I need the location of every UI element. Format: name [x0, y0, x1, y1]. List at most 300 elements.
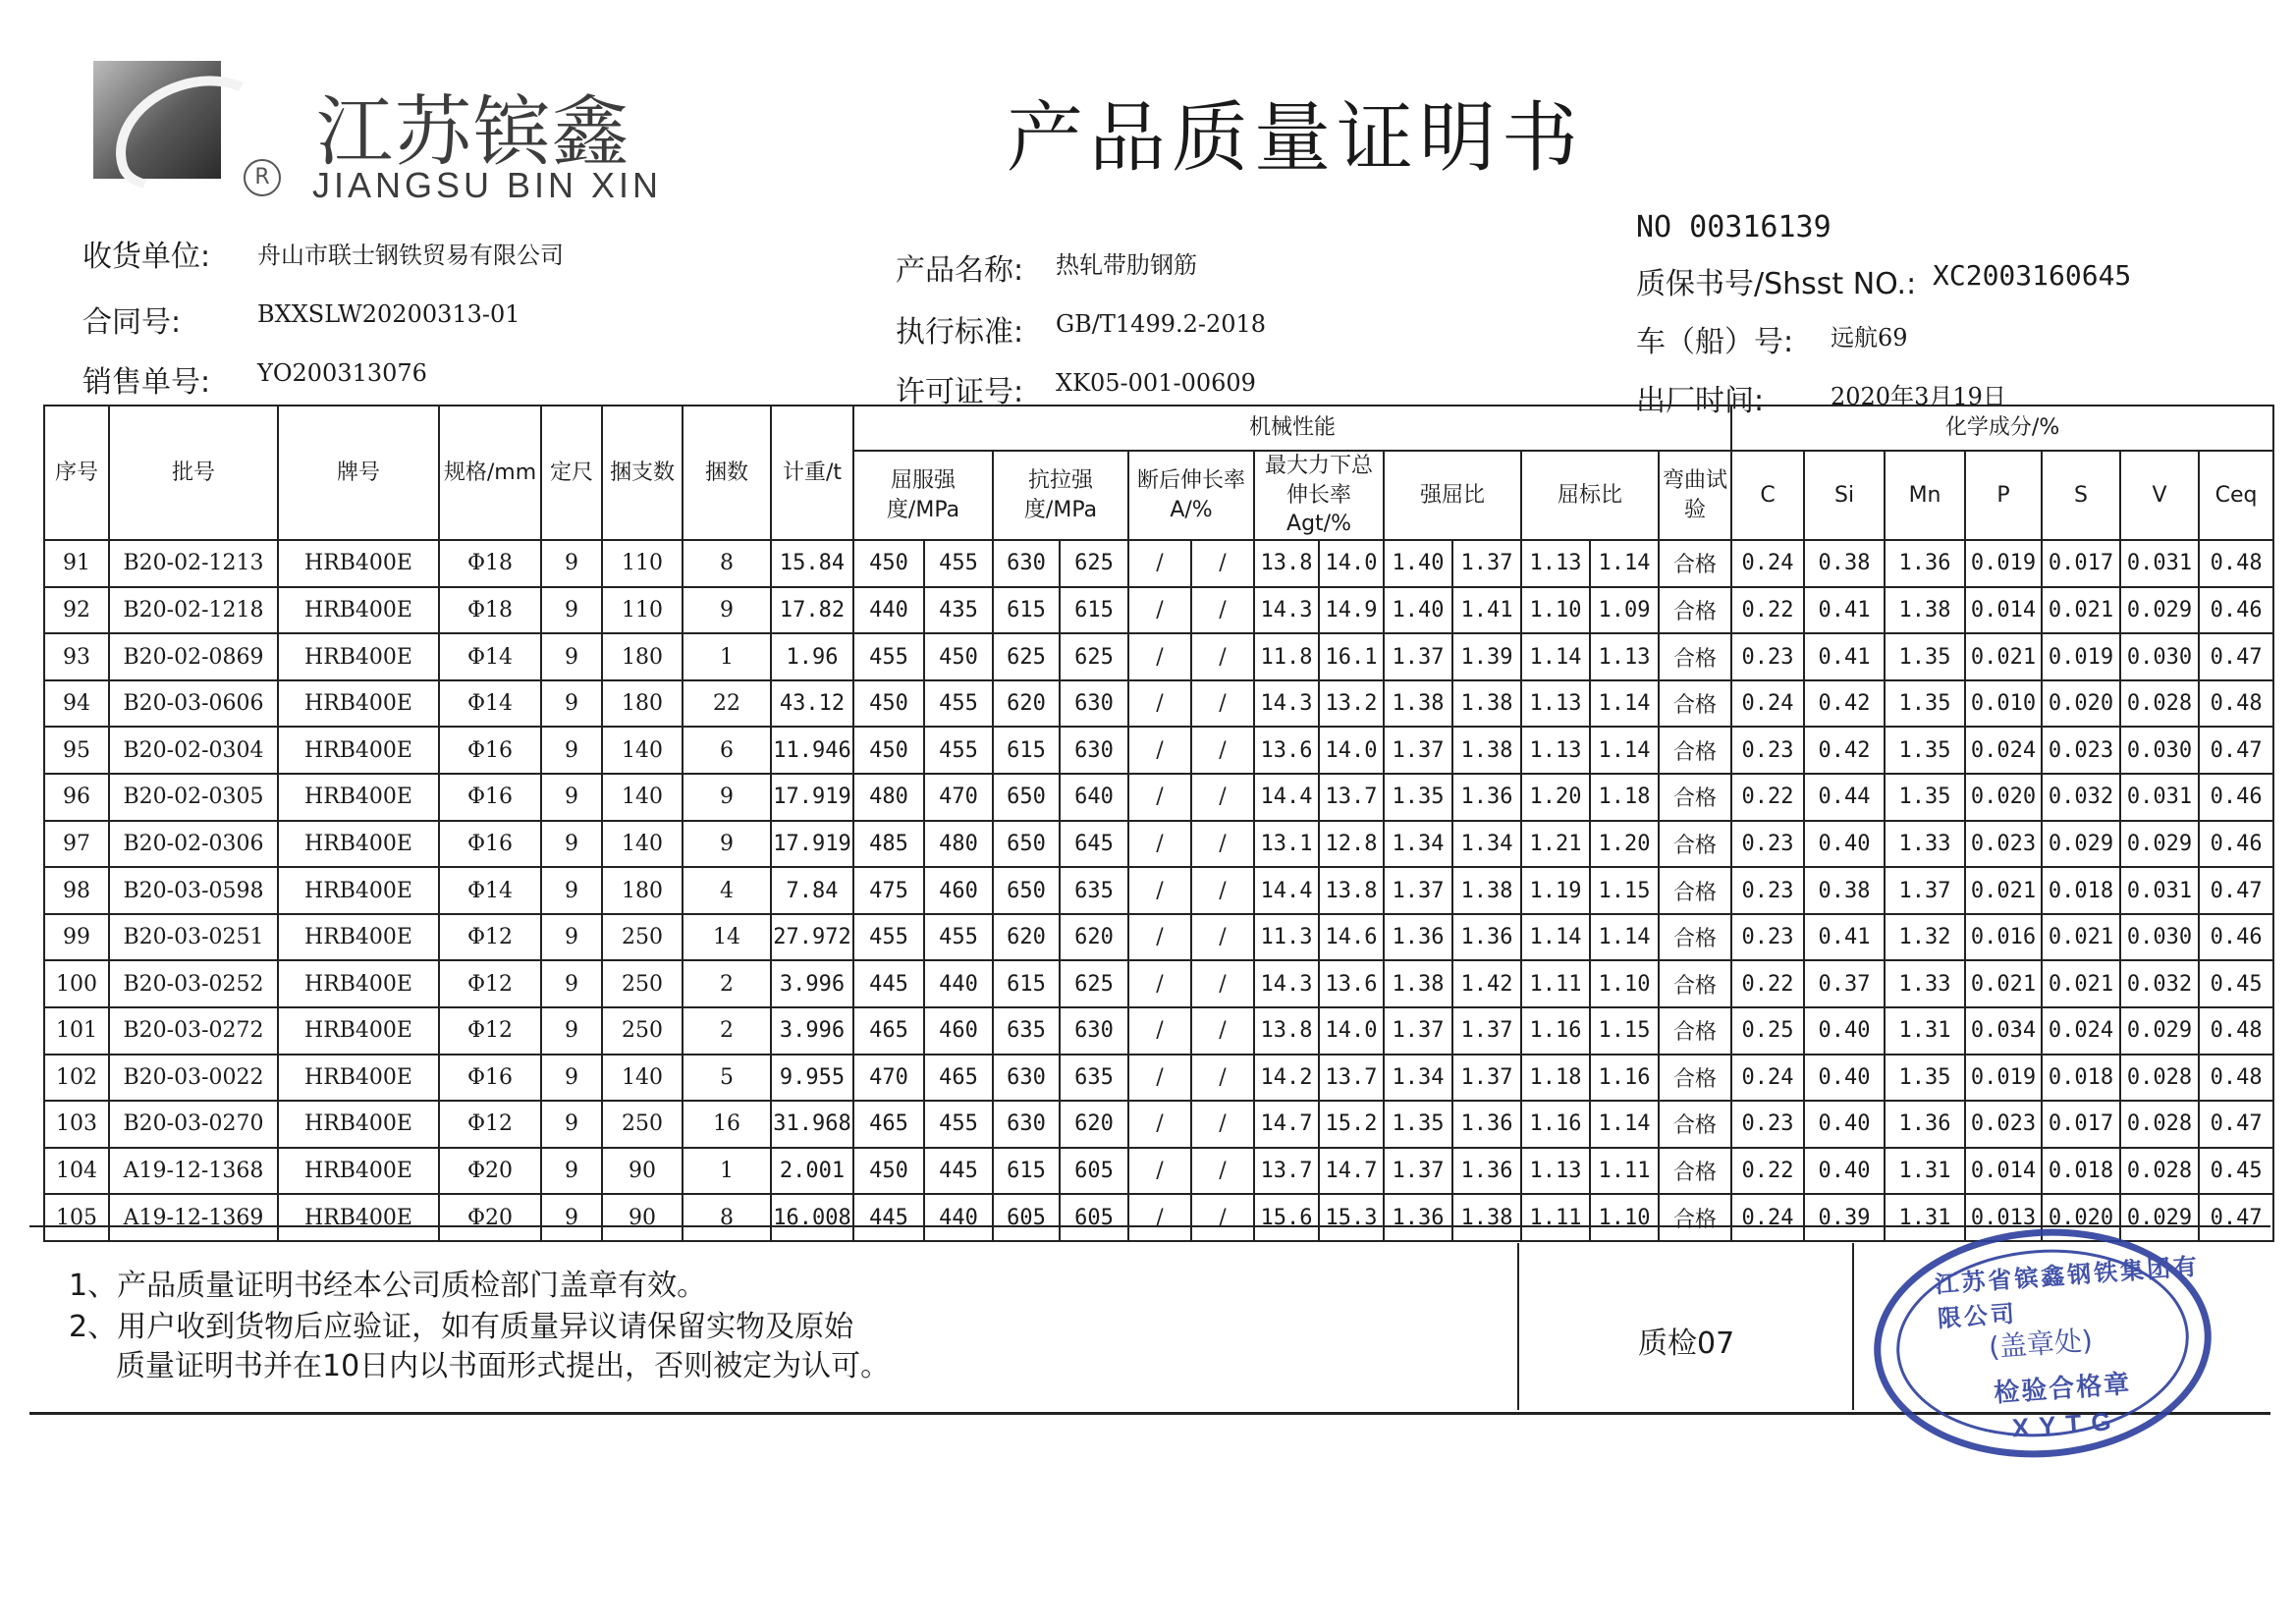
cell-strength-ratio-1: 1.37 — [1384, 867, 1452, 914]
cell-s: 0.018 — [2042, 1055, 2120, 1102]
cell-yield-1: 485 — [853, 821, 924, 868]
cell-agt-1: 13.8 — [1254, 540, 1319, 587]
cell-bend: 合格 — [1659, 914, 1731, 961]
cell-si: 0.40 — [1804, 1148, 1885, 1195]
cell-weight: 7.84 — [771, 867, 853, 914]
cell-strength-ratio-2: 1.38 — [1452, 867, 1521, 914]
cell-spec: Φ12 — [439, 1007, 541, 1055]
cell-bundles: 4 — [683, 867, 771, 914]
cell-batch: B20-02-1213 — [109, 540, 278, 587]
cell-seq: 100 — [44, 960, 109, 1007]
cell-agt-2: 16.1 — [1319, 633, 1384, 680]
cell-seq: 99 — [44, 914, 109, 961]
cell-v: 0.032 — [2120, 960, 2199, 1007]
cell-yield-1: 445 — [853, 960, 924, 1007]
cell-length: 9 — [541, 914, 602, 961]
cell-yield-ratio-2: 1.15 — [1590, 867, 1659, 914]
cell-v: 0.031 — [2120, 867, 2199, 914]
cell-ceq: 0.47 — [2199, 1194, 2273, 1241]
cell-agt-2: 14.9 — [1319, 587, 1384, 634]
cell-tensile-1: 650 — [993, 774, 1060, 821]
cell-tensile-1: 635 — [993, 1007, 1060, 1055]
date-label: 出厂时间: — [1636, 384, 1765, 418]
cell-si: 0.41 — [1804, 633, 1885, 680]
header-spec: 规格/mm — [439, 406, 541, 540]
cell-si: 0.40 — [1804, 1055, 1885, 1102]
cell-grade: HRB400E — [278, 1101, 439, 1148]
cell-tensile-2: 615 — [1060, 587, 1128, 634]
cell-yield-2: 460 — [924, 1007, 993, 1055]
table-row — [44, 540, 2273, 587]
cell-v: 0.029 — [2120, 1194, 2199, 1241]
cell-bend: 合格 — [1659, 1055, 1731, 1102]
cell-strength-ratio-2: 1.34 — [1452, 821, 1521, 868]
header-p: P — [1965, 451, 2042, 540]
cell-agt-1: 14.4 — [1254, 867, 1319, 914]
header-c: C — [1731, 451, 1804, 540]
cell-p: 0.019 — [1965, 1055, 2042, 1102]
header-length: 定尺 — [541, 406, 602, 540]
cell-elong-1: / — [1128, 867, 1191, 914]
cell-strength-ratio-2: 1.36 — [1452, 914, 1521, 961]
cell-bend: 合格 — [1659, 1148, 1731, 1195]
cell-yield-ratio-2: 1.14 — [1590, 914, 1659, 961]
cell-v: 0.030 — [2120, 914, 2199, 961]
cell-tensile-1: 615 — [993, 587, 1060, 634]
cell-elong-2: / — [1191, 867, 1254, 914]
cell-seq: 105 — [44, 1194, 109, 1241]
cell-tensile-1: 615 — [993, 960, 1060, 1007]
cell-weight: 43.12 — [771, 680, 853, 728]
cell-pieces: 250 — [602, 1007, 683, 1055]
cell-s: 0.017 — [2042, 1101, 2120, 1148]
cell-spec: Φ18 — [439, 587, 541, 634]
cell-elong-2: / — [1191, 1148, 1254, 1195]
cell-bundles: 2 — [683, 1007, 771, 1055]
cell-yield-2: 435 — [924, 587, 993, 634]
cell-yield-ratio-1: 1.21 — [1521, 821, 1590, 868]
cell-yield-1: 470 — [853, 1055, 924, 1102]
cell-spec: Φ16 — [439, 821, 541, 868]
cell-tensile-1: 630 — [993, 1055, 1060, 1102]
cell-c: 0.24 — [1731, 680, 1804, 728]
table-row — [44, 867, 2273, 914]
cell-weight: 11.946 — [771, 727, 853, 774]
header-batch: 批号 — [109, 406, 278, 540]
date-value: 2020年3月19日 — [1831, 383, 2006, 410]
consignee-value: 舟山市联士钢铁贸易有限公司 — [257, 242, 564, 269]
cell-si: 0.41 — [1804, 587, 1885, 634]
cell-s: 0.029 — [2042, 821, 2120, 868]
cell-c: 0.24 — [1731, 540, 1804, 587]
cell-tensile-2: 635 — [1060, 1055, 1128, 1102]
standard-label: 执行标准: — [896, 315, 1024, 350]
cell-strength-ratio-2: 1.38 — [1452, 727, 1521, 774]
cell-tensile-1: 630 — [993, 1101, 1060, 1148]
table-row — [44, 633, 2273, 680]
cell-pieces: 250 — [602, 1101, 683, 1148]
cell-tensile-2: 605 — [1060, 1148, 1128, 1195]
cell-grade: HRB400E — [278, 587, 439, 634]
cell-seq: 103 — [44, 1101, 109, 1148]
cell-elong-2: / — [1191, 727, 1254, 774]
cell-strength-ratio-1: 1.37 — [1384, 727, 1452, 774]
cell-yield-1: 465 — [853, 1007, 924, 1055]
cell-yield-1: 440 — [853, 587, 924, 634]
cell-v: 0.030 — [2120, 727, 2199, 774]
cell-c: 0.23 — [1731, 633, 1804, 680]
cell-elong-1: / — [1128, 1194, 1191, 1241]
cell-seq: 96 — [44, 774, 109, 821]
cell-tensile-2: 605 — [1060, 1194, 1128, 1241]
cell-strength-ratio-2: 1.36 — [1452, 774, 1521, 821]
cell-mn: 1.36 — [1885, 1101, 1965, 1148]
cell-pieces: 250 — [602, 960, 683, 1007]
cell-elong-1: / — [1128, 680, 1191, 728]
cell-agt-1: 14.2 — [1254, 1055, 1319, 1102]
cell-elong-2: / — [1191, 680, 1254, 728]
cell-ceq: 0.46 — [2199, 587, 2273, 634]
cell-elong-1: / — [1128, 633, 1191, 680]
cell-yield-1: 450 — [853, 540, 924, 587]
cell-bundles: 9 — [683, 774, 771, 821]
stamp-company: 江苏省镔鑫钢铁集团有限公司 — [1934, 1252, 2201, 1333]
quality-table — [43, 405, 2274, 1242]
cell-s: 0.017 — [2042, 540, 2120, 587]
table-row — [44, 727, 2273, 774]
cell-elong-1: / — [1128, 587, 1191, 634]
cell-length: 9 — [541, 1148, 602, 1195]
cell-mn: 1.35 — [1885, 633, 1965, 680]
cell-weight: 31.968 — [771, 1101, 853, 1148]
cell-batch: B20-02-0869 — [109, 633, 278, 680]
cell-grade: HRB400E — [278, 821, 439, 868]
cell-bend: 合格 — [1659, 774, 1731, 821]
cell-s: 0.020 — [2042, 680, 2120, 728]
cell-si: 0.40 — [1804, 1101, 1885, 1148]
cell-length: 9 — [541, 960, 602, 1007]
cell-bend: 合格 — [1659, 633, 1731, 680]
cell-tensile-2: 625 — [1060, 960, 1128, 1007]
cell-bend: 合格 — [1659, 960, 1731, 1007]
cell-batch: B20-03-0022 — [109, 1055, 278, 1102]
cell-mn: 1.36 — [1885, 540, 1965, 587]
contract-value: BXXSLW20200313-01 — [257, 300, 520, 328]
cell-agt-1: 14.3 — [1254, 960, 1319, 1007]
cell-yield-ratio-2: 1.14 — [1590, 727, 1659, 774]
cell-weight: 3.996 — [771, 960, 853, 1007]
header-agt: 最大力下总伸长率Agt/% — [1254, 451, 1384, 540]
cell-agt-1: 13.1 — [1254, 821, 1319, 868]
cell-mn: 1.31 — [1885, 1194, 1965, 1241]
cell-tensile-2: 625 — [1060, 633, 1128, 680]
cell-c: 0.23 — [1731, 867, 1804, 914]
cell-seq: 94 — [44, 680, 109, 728]
cell-si: 0.42 — [1804, 727, 1885, 774]
cell-yield-2: 455 — [924, 727, 993, 774]
cell-spec: Φ14 — [439, 680, 541, 728]
cell-yield-ratio-1: 1.11 — [1521, 1194, 1590, 1241]
cell-tensile-2: 630 — [1060, 680, 1128, 728]
cell-p: 0.021 — [1965, 633, 2042, 680]
cell-mn: 1.35 — [1885, 1055, 1965, 1102]
cell-grade: HRB400E — [278, 1148, 439, 1195]
cell-batch: B20-02-0305 — [109, 774, 278, 821]
cell-yield-ratio-2: 1.10 — [1590, 1194, 1659, 1241]
cell-bundles: 1 — [683, 1148, 771, 1195]
cell-tensile-2: 630 — [1060, 727, 1128, 774]
cell-mn: 1.35 — [1885, 774, 1965, 821]
cell-spec: Φ12 — [439, 960, 541, 1007]
cell-agt-1: 14.3 — [1254, 587, 1319, 634]
cell-grade: HRB400E — [278, 1055, 439, 1102]
cell-grade: HRB400E — [278, 727, 439, 774]
cell-tensile-1: 605 — [993, 1194, 1060, 1241]
cell-ceq: 0.46 — [2199, 821, 2273, 868]
cell-v: 0.028 — [2120, 1055, 2199, 1102]
cell-spec: Φ14 — [439, 867, 541, 914]
header-mn: Mn — [1885, 451, 1965, 540]
cell-bundles: 9 — [683, 821, 771, 868]
stamp-placeholder: (盖章处) — [1988, 1324, 2094, 1364]
cell-yield-ratio-2: 1.10 — [1590, 960, 1659, 1007]
cell-spec: Φ14 — [439, 633, 541, 680]
cell-p: 0.023 — [1965, 1101, 2042, 1148]
cell-elong-2: / — [1191, 587, 1254, 634]
cert-no-label: 质保书号/Shsst NO.: — [1636, 267, 1917, 301]
cell-s: 0.021 — [2042, 587, 2120, 634]
cell-batch: B20-03-0270 — [109, 1101, 278, 1148]
cell-length: 9 — [541, 540, 602, 587]
cell-si: 0.38 — [1804, 867, 1885, 914]
cell-v: 0.030 — [2120, 633, 2199, 680]
footer-divider — [1517, 1243, 1519, 1410]
cell-bend: 合格 — [1659, 540, 1731, 587]
cell-elong-1: / — [1128, 540, 1191, 587]
cell-si: 0.37 — [1804, 960, 1885, 1007]
cell-p: 0.023 — [1965, 821, 2042, 868]
cell-elong-1: / — [1128, 774, 1191, 821]
cell-seq: 95 — [44, 727, 109, 774]
cell-weight: 27.972 — [771, 914, 853, 961]
cell-seq: 101 — [44, 1007, 109, 1055]
cell-elong-1: / — [1128, 1007, 1191, 1055]
cell-yield-2: 460 — [924, 867, 993, 914]
cell-seq: 97 — [44, 821, 109, 868]
cell-bend: 合格 — [1659, 727, 1731, 774]
header-pieces: 捆支数 — [602, 406, 683, 540]
cell-c: 0.22 — [1731, 960, 1804, 1007]
header-yield: 屈服强度/MPa — [853, 451, 993, 540]
cell-length: 9 — [541, 774, 602, 821]
cell-tensile-1: 650 — [993, 867, 1060, 914]
cell-grade: HRB400E — [278, 633, 439, 680]
cell-tensile-2: 620 — [1060, 1101, 1128, 1148]
cell-agt-2: 13.8 — [1319, 867, 1384, 914]
cell-si: 0.44 — [1804, 774, 1885, 821]
cell-agt-1: 13.6 — [1254, 727, 1319, 774]
sales-label: 销售单号: — [82, 365, 211, 400]
product-value: 热轧带肋钢筋 — [1056, 251, 1197, 279]
cell-tensile-2: 645 — [1060, 821, 1128, 868]
cell-mn: 1.38 — [1885, 587, 1965, 634]
cell-length: 9 — [541, 680, 602, 728]
table-body — [44, 540, 2273, 1241]
cell-ceq: 0.46 — [2199, 914, 2273, 961]
cell-spec: Φ16 — [439, 727, 541, 774]
cell-si: 0.42 — [1804, 680, 1885, 728]
cell-v: 0.031 — [2120, 774, 2199, 821]
header-v: V — [2120, 451, 2199, 540]
header-yield-ratio: 屈标比 — [1521, 451, 1659, 540]
cell-bend: 合格 — [1659, 821, 1731, 868]
cell-seq: 102 — [44, 1055, 109, 1102]
cell-bend: 合格 — [1659, 1101, 1731, 1148]
cell-elong-1: / — [1128, 960, 1191, 1007]
standard-value: GB/T1499.2-2018 — [1056, 310, 1267, 338]
document-number: NO 00316139 — [1636, 210, 1831, 244]
cell-grade: HRB400E — [278, 1007, 439, 1055]
cell-yield-ratio-2: 1.14 — [1590, 1101, 1659, 1148]
cell-yield-2: 445 — [924, 1148, 993, 1195]
cell-tensile-1: 620 — [993, 680, 1060, 728]
cell-strength-ratio-2: 1.37 — [1452, 1055, 1521, 1102]
company-name-en: JIANGSU BIN XIN — [312, 165, 663, 205]
cell-batch: B20-03-0606 — [109, 680, 278, 728]
cell-yield-2: 455 — [924, 914, 993, 961]
cell-agt-2: 12.8 — [1319, 821, 1384, 868]
cell-mn: 1.35 — [1885, 680, 1965, 728]
cell-v: 0.029 — [2120, 1007, 2199, 1055]
cell-bundles: 1 — [683, 633, 771, 680]
cell-strength-ratio-1: 1.37 — [1384, 633, 1452, 680]
cell-elong-1: / — [1128, 727, 1191, 774]
cell-bundles: 6 — [683, 727, 771, 774]
cell-elong-2: / — [1191, 633, 1254, 680]
cell-bundles: 14 — [683, 914, 771, 961]
cell-strength-ratio-2: 1.37 — [1452, 1007, 1521, 1055]
cell-spec: Φ12 — [439, 914, 541, 961]
cell-yield-ratio-2: 1.15 — [1590, 1007, 1659, 1055]
cell-yield-ratio-1: 1.13 — [1521, 1148, 1590, 1195]
cell-c: 0.23 — [1731, 1101, 1804, 1148]
table-row — [44, 587, 2273, 634]
cell-yield-ratio-2: 1.13 — [1590, 633, 1659, 680]
cell-tensile-1: 620 — [993, 914, 1060, 961]
cell-yield-2: 480 — [924, 821, 993, 868]
cell-strength-ratio-2: 1.42 — [1452, 960, 1521, 1007]
registered-icon: R — [244, 159, 281, 196]
cell-yield-ratio-2: 1.18 — [1590, 774, 1659, 821]
cell-si: 0.38 — [1804, 540, 1885, 587]
cell-strength-ratio-1: 1.36 — [1384, 914, 1452, 961]
cell-yield-ratio-1: 1.16 — [1521, 1007, 1590, 1055]
cell-strength-ratio-1: 1.34 — [1384, 821, 1452, 868]
cell-bend: 合格 — [1659, 867, 1731, 914]
cell-weight: 9.955 — [771, 1055, 853, 1102]
table-row — [44, 1007, 2273, 1055]
cell-agt-1: 14.4 — [1254, 774, 1319, 821]
cell-yield-1: 450 — [853, 727, 924, 774]
cell-tensile-2: 630 — [1060, 1007, 1128, 1055]
table-row — [44, 821, 2273, 868]
cell-yield-ratio-1: 1.14 — [1521, 914, 1590, 961]
cell-tensile-1: 615 — [993, 727, 1060, 774]
vehicle-value: 远航69 — [1831, 324, 1908, 352]
cell-v: 0.028 — [2120, 1101, 2199, 1148]
footer-note-2: 2、用户收到货物后应验证，如有质量异议请保留实物及原始 — [69, 1310, 854, 1344]
cell-pieces: 180 — [602, 867, 683, 914]
cell-weight: 1.96 — [771, 633, 853, 680]
cell-c: 0.25 — [1731, 1007, 1804, 1055]
cell-tensile-1: 625 — [993, 633, 1060, 680]
cell-weight: 17.919 — [771, 774, 853, 821]
cell-weight: 17.82 — [771, 587, 853, 634]
cell-c: 0.24 — [1731, 1055, 1804, 1102]
cell-weight: 2.001 — [771, 1148, 853, 1195]
cell-p: 0.024 — [1965, 727, 2042, 774]
footer-note-1: 1、产品质量证明书经本公司质检部门盖章有效。 — [69, 1269, 707, 1303]
cell-p: 0.013 — [1965, 1194, 2042, 1241]
cell-strength-ratio-1: 1.40 — [1384, 587, 1452, 634]
cell-agt-2: 13.7 — [1319, 1055, 1384, 1102]
table-row — [44, 1101, 2273, 1148]
cell-strength-ratio-1: 1.40 — [1384, 540, 1452, 587]
cell-yield-1: 450 — [853, 1148, 924, 1195]
table-row — [44, 774, 2273, 821]
cell-agt-1: 13.7 — [1254, 1148, 1319, 1195]
cell-p: 0.034 — [1965, 1007, 2042, 1055]
cell-pieces: 90 — [602, 1148, 683, 1195]
cell-c: 0.22 — [1731, 587, 1804, 634]
cell-seq: 98 — [44, 867, 109, 914]
cell-batch: B20-03-0272 — [109, 1007, 278, 1055]
cell-elong-2: / — [1191, 774, 1254, 821]
cell-agt-2: 14.0 — [1319, 1007, 1384, 1055]
cell-weight: 16.008 — [771, 1194, 853, 1241]
cell-yield-ratio-1: 1.19 — [1521, 867, 1590, 914]
table-row — [44, 960, 2273, 1007]
cell-mn: 1.37 — [1885, 867, 1965, 914]
cell-c: 0.24 — [1731, 1194, 1804, 1241]
cell-seq: 104 — [44, 1148, 109, 1195]
cell-elong-1: / — [1128, 1101, 1191, 1148]
cell-yield-2: 470 — [924, 774, 993, 821]
cell-v: 0.028 — [2120, 680, 2199, 728]
license-label: 许可证号: — [896, 375, 1024, 409]
consignee-label: 收货单位: — [82, 240, 211, 274]
cell-agt-1: 11.8 — [1254, 633, 1319, 680]
cell-agt-2: 14.6 — [1319, 914, 1384, 961]
cell-elong-2: / — [1191, 1194, 1254, 1241]
cell-bend: 合格 — [1659, 587, 1731, 634]
cell-batch: A19-12-1368 — [109, 1148, 278, 1195]
cell-batch: B20-03-0251 — [109, 914, 278, 961]
cell-yield-ratio-2: 1.14 — [1590, 540, 1659, 587]
cell-mn: 1.32 — [1885, 914, 1965, 961]
cell-agt-1: 15.6 — [1254, 1194, 1319, 1241]
cell-grade: HRB400E — [278, 914, 439, 961]
cell-mn: 1.33 — [1885, 960, 1965, 1007]
cell-si: 0.39 — [1804, 1194, 1885, 1241]
inspector-id: 质检07 — [1638, 1326, 1735, 1361]
cell-pieces: 250 — [602, 914, 683, 961]
header-mechanical: 机械性能 — [853, 406, 1731, 451]
cell-length: 9 — [541, 867, 602, 914]
cell-tensile-2: 640 — [1060, 774, 1128, 821]
cell-batch: B20-02-0306 — [109, 821, 278, 868]
cell-yield-ratio-1: 1.11 — [1521, 960, 1590, 1007]
